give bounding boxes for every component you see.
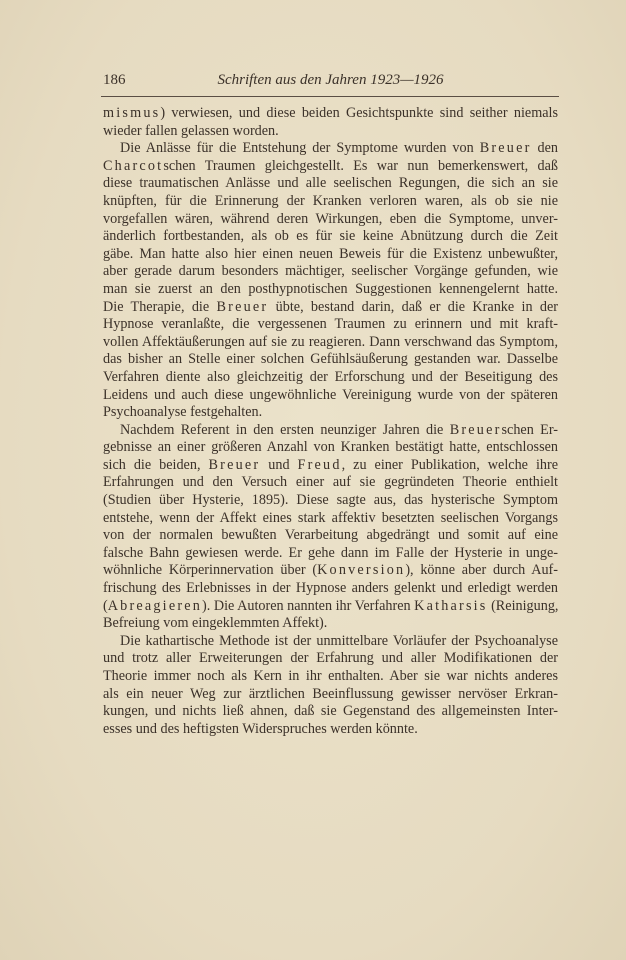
text-run: aber gerade darum besonders mächtiger, seelischer Vorgänge gefunden, wie: [103, 263, 558, 280]
text-run: vollen Affektäußerungen auf sie zu reagieren. Dann verschwand das Symptom,: [103, 333, 558, 350]
text-line: [103, 140, 558, 158]
body-text: [103, 105, 558, 738]
text-run: Hypnose veranlaßte, die vergessenen Traumen zu erinnern und mit kraft-: [103, 316, 558, 333]
page-header: [103, 72, 558, 94]
text-line: [103, 422, 558, 440]
text-run: diese traumatischen Anlässe und alle seelischen Regungen, die sich an sie: [103, 175, 558, 192]
spaced-name: Breuer: [479, 140, 532, 157]
text-line: [103, 457, 558, 475]
text-run: , zu einer Publikation, welche ihre: [341, 456, 558, 473]
text-line: [103, 105, 558, 123]
text-run: Psychoanalyse festgehalten.: [103, 404, 263, 421]
text-line: [103, 369, 558, 387]
text-run: änderlich fortbestanden, als ob es für sie keine Abnützung durch die Zeit: [103, 228, 558, 245]
text-line: [103, 633, 558, 651]
spaced-name: Breuer: [208, 456, 261, 473]
page-number: 186: [103, 72, 126, 88]
text-run: kungen, und nichts ließ ahnen, daß sie Gegenstand des allgemeinsten Inter-: [103, 703, 558, 720]
text-run: den: [531, 140, 558, 157]
text-line: [103, 668, 558, 686]
text-line: [103, 527, 558, 545]
text-run: das bisher an Stelle einer solchen Gefühlsäußerung gestanden war. Dasselbe: [103, 351, 558, 368]
text-line: [103, 228, 558, 246]
text-line: [103, 281, 558, 299]
spaced-name: Freud: [297, 456, 342, 473]
text-line: [103, 387, 558, 405]
text-run: Theorie immer noch als Kern in ihr enthalten. Aber sie war nichts anderes: [103, 668, 558, 684]
text-run: Die kathartische Methode ist der unmittelbare Vorläufer der Psychoanalyse: [120, 632, 558, 649]
text-run: Verfahren diente also gleichzeitig der Erforschung und der Beseitigung des: [103, 368, 558, 385]
text-line: [103, 334, 558, 352]
text-run: von der normalen bewußten Verarbeitung abgedrängt und somit auf eine: [103, 527, 558, 544]
text-line: [103, 598, 558, 616]
text-run: vorgefallen wären, während deren Wirkungen, eben die Symptome, unver-: [103, 210, 558, 227]
text-line: [103, 492, 558, 510]
text-line: [103, 193, 558, 211]
text-line: [103, 123, 558, 141]
text-run: Leidens und auch diese ungewöhnliche Vereinigung wurde von der späteren: [103, 386, 558, 403]
text-line: [103, 650, 558, 668]
spaced-name: Katharsis: [414, 597, 488, 614]
text-line: [103, 703, 558, 721]
text-line: [103, 439, 558, 457]
text-line: [103, 263, 558, 281]
text-run: frischung des Erlebnisses in der Hypnose anders gelenkt und erledigt werden: [103, 580, 558, 597]
text-run: wieder fallen gelassen worden.: [103, 122, 279, 139]
text-run: Erfahrungen und den Versuch einer auf sie gegründeten Theorie enthielt: [103, 474, 558, 491]
text-line: [103, 545, 558, 563]
text-run: gebnisse an einer größeren Anzahl von Kranken bestätigt hatte, entschlossen: [103, 439, 558, 456]
text-run: man sie zuerst an den posthypnotischen Suggestionen kennengelernt hatte.: [103, 280, 558, 297]
text-line: [103, 510, 558, 528]
spaced-name: Breuer: [216, 298, 269, 315]
text-line: [103, 158, 558, 176]
text-line: [103, 615, 558, 633]
text-run: Die Anlässe für die Entstehung der Symptome wurden von: [120, 140, 480, 157]
text-run: übte, bestand darin, daß er die Kranke in der: [268, 298, 558, 315]
text-run: ). Die Autoren nannten ihr Verfahren: [202, 597, 415, 614]
text-run: (Reinigung,: [487, 597, 559, 614]
spaced-name: mismus: [103, 105, 161, 121]
text-run: Befreiung vom eingeklemmten Affekt).: [103, 615, 328, 632]
text-run: Die Therapie, die: [103, 298, 217, 315]
text-run: (Studien über Hysterie, 1895). Diese sagte aus, das hysterische Symptom: [103, 492, 558, 509]
text-line: [103, 686, 558, 704]
text-run: ) verwiesen, und diese beiden Gesichtspunkte sind seither niemals: [160, 105, 558, 121]
spaced-name: Breuer: [449, 421, 502, 438]
text-line: [103, 474, 558, 492]
text-line: [103, 404, 558, 422]
spaced-name: Konversion: [317, 562, 406, 579]
text-run: sich die beiden,: [103, 456, 209, 473]
text-line: [103, 721, 558, 739]
text-run: schen Er-: [501, 421, 559, 438]
running-title: Schriften aus den Jahren 1923—1926: [217, 72, 444, 88]
text-line: [103, 175, 558, 193]
text-line: [103, 351, 558, 369]
text-run: gäbe. Man hatte also hier einen neuen Beweis für die Existenz unbewußter,: [103, 245, 558, 262]
text-run: als ein neuer Weg zur ärztlichen Beeinflussung gewisser nervöser Erkran-: [103, 685, 558, 702]
text-run: falsche Bahn gewiesen werde. Er gehe dann im Falle der Hysterie in unge-: [103, 544, 558, 561]
text-run: und: [260, 456, 298, 473]
header-rule: [101, 96, 559, 97]
text-run: entstehe, wenn der Affekt eines stark affektiv besetzten seelischen Vorgangs: [103, 509, 558, 526]
text-line: [103, 211, 558, 229]
text-run: (: [103, 597, 108, 614]
text-line: [103, 316, 558, 334]
text-run: knüpften, für die Erinnerung der Kranken verloren waren, als ob sie nie: [103, 192, 558, 209]
text-run: und trotz aller Erweiterungen der Erfahrung und aller Modifikationen der: [103, 650, 558, 667]
text-line: [103, 562, 558, 580]
text-line: [103, 580, 558, 598]
text-run: wöhnliche Körperinnervation über (: [103, 562, 318, 579]
text-run: Nachdem Referent in den ersten neunziger Jahren die: [120, 421, 450, 438]
spaced-name: Abreagieren: [107, 597, 203, 614]
text-line: [103, 299, 558, 317]
text-run: schen Traumen gleichgestellt. Es war nun bemerkenswert, daß: [163, 157, 558, 174]
spaced-name: Charcot: [103, 157, 164, 174]
text-run: ), könne aber durch Auf-: [405, 562, 559, 579]
text-run: esses und des heftigsten Widerspruches werden könnte.: [103, 720, 418, 737]
text-line: [103, 246, 558, 264]
